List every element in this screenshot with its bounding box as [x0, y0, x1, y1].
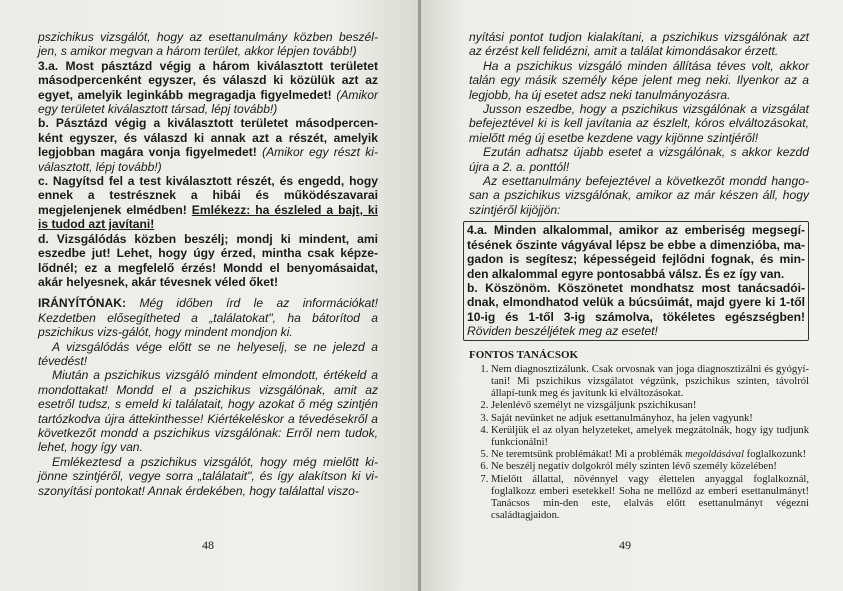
left-para-1: pszichikus vizsgálót, hogy az esettanulmány közben beszél-jen, s amikor megvan a három terület, akkor lépjen tovább!): [38, 30, 378, 59]
left-para-8: Miután a pszichikus vizsgáló mindent elmondott, értékeld a mondottakat! Mondd el a pszichikus vizsgálónak, amit az esetről tudsz, s emeld ki találatait, hogy azokat ő még szintjén tartózkodva újra áttekinthesse! Kiértékeléskor a tévedésekről a következőt mondd a pszichikus vizsgálónak: Erről nem tudok, lehet, hogy így van.: [38, 368, 378, 455]
left-page: [0, 0, 420, 591]
page-number-left: 48: [202, 538, 214, 552]
left-para-3d: d. Vizsgálódás közben beszélj; mondj ki mindent, ami eszedbe jut! Lehet, hogy úgy érzed, mintha csak képze-lődnél; ez a megfelelő érzés! Mondd el benyomásaidat, akár helyesnek, akár tévesnek véled őket!: [38, 231, 378, 289]
closing-instructions-box: [463, 221, 809, 340]
tip-item: 5. Ne teremtsünk problémákat! Mi a problémák megoldásával foglalkozunk!: [491, 449, 809, 461]
right-para-4a: 4.a. Minden alkalommal, amikor az emberiség megsegí-tésének őszinte vágyával lépsz be ebbe a dimenzióba, ma-gadon is segítesz; képességeid fejlődni fognak, és min-den alkalommal egyre pontosabbá válsz. És ez így van.: [467, 223, 805, 281]
right-page-text: [469, 30, 809, 522]
tip-item: 3. Saját nevünket ne adjuk esettanulmányhoz, ha jelen vagyunk!: [491, 413, 809, 425]
right-para-4: Ezután adhatsz újabb esetet a vizsgálónak, s akkor kezdd újra a 2. a. ponttól!: [469, 145, 809, 174]
tips-list: [469, 364, 809, 523]
underlined-remember: Emlékezz: ha észleled a bajt, ki is tudod azt javítani!: [38, 202, 378, 232]
right-para-4b: b. Köszönöm. Köszönetet mondhatsz most tanácsadói-dnak, elmondhatod velük a búcsúimát, majd gyere ki 1-től 10-ig és 1-től 3-ig számolva, tökéletes egészségben! Röviden beszéljétek meg az esetet!: [467, 280, 805, 339]
tip-item: 6. Ne beszélj negatív dolgokról mély szinten lévő személy közelében!: [491, 461, 809, 473]
left-page-text: [38, 30, 378, 498]
important-tips: [469, 349, 809, 523]
director-label: IRÁNYÍTÓNAK:: [38, 296, 127, 311]
left-para-7: A vizsgálódás vége előtt se ne helyeselj, se ne jelezd a tévedést!: [38, 339, 378, 368]
tips-title: FONTOS TANÁCSOK: [469, 348, 579, 361]
left-para-3a: 3.a. Most pásztázd végig a három kiválasztott területet másodpercenként egyszer, és válaszd ki közülük azt az egyet, amelyik leginkább megragadja figyelmedet! (Amikor egy területet kiválasztott társad, lépj tovább!): [38, 58, 378, 117]
right-para-5: Az esettanulmány befejeztével a következőt mondd hango-san a pszichikus vizsgálónak, amikor az már készen áll, hogy szintjéről kijöjjön:: [469, 174, 809, 217]
tip-item: 2. Jelenlévő személyt ne vizsgáljunk pszichikusan!: [491, 400, 809, 412]
tip-item: 7. Mielőtt állattal, növénnyel vagy élettelen anyaggal foglalkoznál, foglalkozz emberi esetekkel! Soha ne mellőzd az emberi esettanulmányt! Tanácsos min-den este, elalvás előtt esettanulmányt végezni családtagjaidon.: [491, 474, 809, 523]
left-para-3b: b. Pásztázd végig a kiválasztott területet másodpercen-ként egyszer, és válaszd ki annak azt a részét, amelyik legjobban magára vonja figyelmedet! (Amikor egy részt ki-választott, lépj tovább!): [38, 116, 378, 174]
tip-item: 1. Nem diagnosztizálunk. Csak orvosnak van joga diagnosztizálni és gyógyí-tani! Mi pszichikus vizsgálatot végzünk, pszichikus szinten, távolról állapí-tunk meg és javítunk ki elváltozásokat.: [491, 364, 809, 401]
right-page: [421, 0, 843, 591]
left-para-9: Emlékeztesd a pszichikus vizsgálót, hogy még mielőtt ki-jönne szintjéről, vegye sorra „találatait", és így alakítson ki vi-szonyítási pontokat! Annak érdekében, hogy találattal viszo-: [38, 454, 378, 498]
right-para-2: Ha a pszichikus vizsgáló minden állítása téves volt, akkor talán egy másik személy képe jelent meg neki. Ilyenkor az a legjobb, ha új esetet adsz neki tanulmányozásra.: [469, 58, 809, 102]
page-number-right: 49: [619, 538, 631, 552]
left-para-3c: c. Nagyítsd fel a test kiválasztott részét, és engedd, hogy ennek a testrésznek a hibái és működészavarai megjelenjenek elmédben! Emlékezz: ha észleled a bajt, ki is tudod azt javítani!: [38, 174, 378, 232]
right-para-3: Jusson eszedbe, hogy a pszichikus vizsgálónak a vizsgálat befejeztével ki is kell javítania az észlelt, kóros elváltozásokat, mielőtt még új esetbe kezdene vagy kijönne szintjéről!: [469, 102, 809, 145]
tip-item: 4. Kerüljük el az olyan helyzeteket, amelyek megzátolnák, hogy így tudjunk funkcionálni!: [491, 425, 809, 449]
left-para-director: IRÁNYÍTÓNAK: Még időben írd le az információkat! Kezdetben elősegítheted a „találatokat", ha bátorítod a pszichikus vizs-gálót, hogy mindent mondjon ki.: [38, 296, 378, 340]
right-para-1: nyítási pontot tudjon kialakítani, a pszichikus vizsgálónak azt az érzést kell felidézni, amit a találat kimondásakor érzett.: [469, 30, 809, 59]
